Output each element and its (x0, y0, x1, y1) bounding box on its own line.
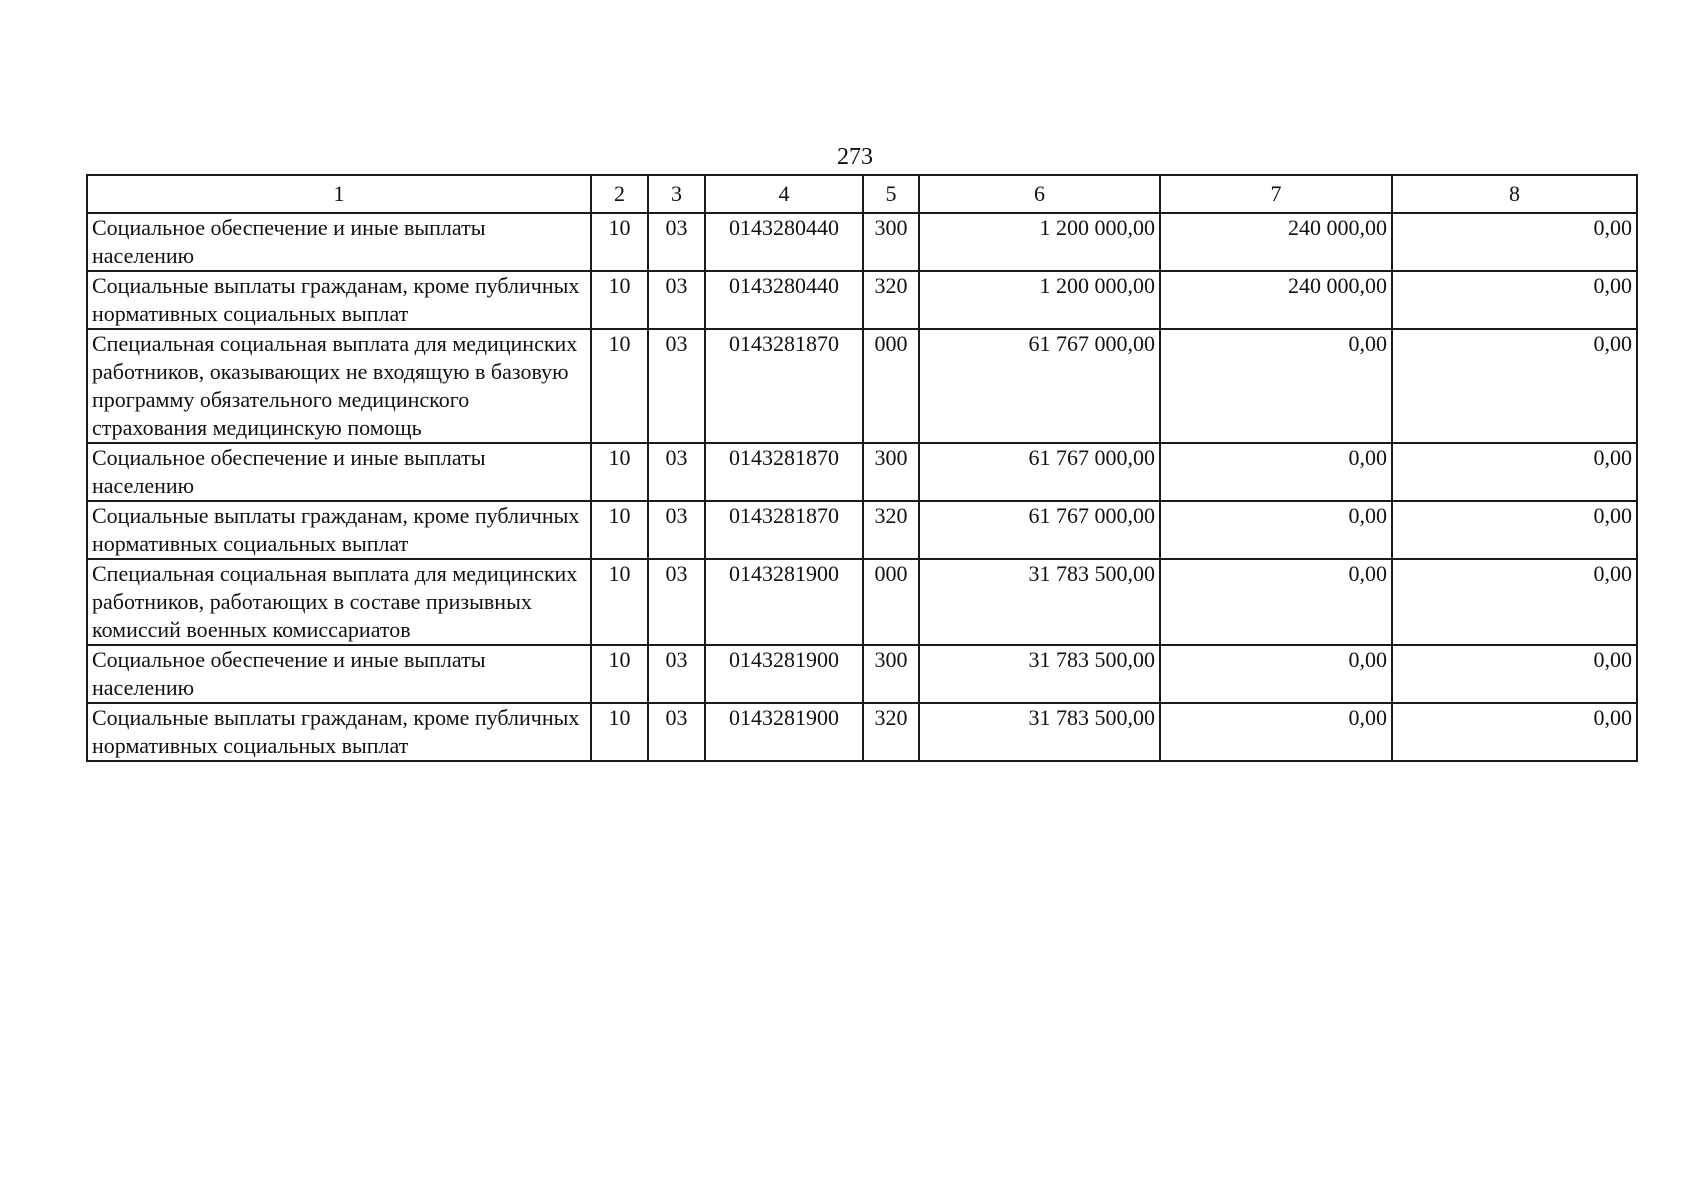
razdel-code: 10 (591, 559, 648, 645)
column-number: 7 (1160, 175, 1392, 213)
csr-code: 0143281870 (705, 329, 863, 443)
row-name: Специальная социальная выплата для медицинских работников, работающих в составе призывных комиссий военных комиссариатов (87, 559, 591, 645)
amount-col7: 240 000,00 (1160, 271, 1392, 329)
column-number-row (87, 175, 1637, 213)
column-number: 3 (648, 175, 705, 213)
amount-col8: 0,00 (1392, 271, 1637, 329)
razdel-code: 10 (591, 329, 648, 443)
amount-col7: 0,00 (1160, 501, 1392, 559)
vr-code: 320 (863, 501, 919, 559)
table-row (87, 443, 1637, 501)
csr-code: 0143280440 (705, 271, 863, 329)
amount-col8: 0,00 (1392, 559, 1637, 645)
podrazdel-code: 03 (648, 703, 705, 761)
csr-code: 0143281900 (705, 703, 863, 761)
column-number: 6 (919, 175, 1160, 213)
amount-col7: 0,00 (1160, 559, 1392, 645)
amount-col6: 61 767 000,00 (919, 443, 1160, 501)
amount-col8: 0,00 (1392, 501, 1637, 559)
amount-col8: 0,00 (1392, 213, 1637, 271)
amount-col8: 0,00 (1392, 703, 1637, 761)
page-number: 273 (837, 144, 873, 170)
amount-col7: 0,00 (1160, 645, 1392, 703)
podrazdel-code: 03 (648, 443, 705, 501)
csr-code: 0143280440 (705, 213, 863, 271)
table-row (87, 645, 1637, 703)
table-row (87, 213, 1637, 271)
row-name: Социальное обеспечение и иные выплаты населению (87, 645, 591, 703)
row-name: Социальные выплаты гражданам, кроме публичных нормативных социальных выплат (87, 271, 591, 329)
razdel-code: 10 (591, 501, 648, 559)
podrazdel-code: 03 (648, 645, 705, 703)
csr-code: 0143281900 (705, 559, 863, 645)
amount-col7: 0,00 (1160, 703, 1392, 761)
razdel-code: 10 (591, 645, 648, 703)
row-name: Специальная социальная выплата для медицинских работников, оказывающих не входящую в базовую программу обязательного медицинского страхования медицинскую помощь (87, 329, 591, 443)
row-name: Социальное обеспечение и иные выплаты населению (87, 213, 591, 271)
vr-code: 320 (863, 703, 919, 761)
vr-code: 320 (863, 271, 919, 329)
razdel-code: 10 (591, 703, 648, 761)
amount-col8: 0,00 (1392, 645, 1637, 703)
row-name: Социальное обеспечение и иные выплаты населению (87, 443, 591, 501)
podrazdel-code: 03 (648, 501, 705, 559)
csr-code: 0143281870 (705, 501, 863, 559)
vr-code: 300 (863, 443, 919, 501)
vr-code: 000 (863, 329, 919, 443)
table-row (87, 559, 1637, 645)
amount-col7: 240 000,00 (1160, 213, 1392, 271)
amount-col6: 61 767 000,00 (919, 329, 1160, 443)
row-name: Социальные выплаты гражданам, кроме публичных нормативных социальных выплат (87, 501, 591, 559)
amount-col6: 31 783 500,00 (919, 703, 1160, 761)
column-number: 1 (87, 175, 591, 213)
amount-col6: 31 783 500,00 (919, 559, 1160, 645)
vr-code: 300 (863, 645, 919, 703)
amount-col7: 0,00 (1160, 329, 1392, 443)
column-number: 2 (591, 175, 648, 213)
amount-col7: 0,00 (1160, 443, 1392, 501)
razdel-code: 10 (591, 213, 648, 271)
razdel-code: 10 (591, 443, 648, 501)
column-number: 4 (705, 175, 863, 213)
column-number: 5 (863, 175, 919, 213)
podrazdel-code: 03 (648, 559, 705, 645)
amount-col6: 31 783 500,00 (919, 645, 1160, 703)
table-row (87, 501, 1637, 559)
csr-code: 0143281900 (705, 645, 863, 703)
podrazdel-code: 03 (648, 329, 705, 443)
budget-table (86, 174, 1638, 762)
table-row (87, 329, 1637, 443)
csr-code: 0143281870 (705, 443, 863, 501)
amount-col6: 1 200 000,00 (919, 213, 1160, 271)
vr-code: 000 (863, 559, 919, 645)
amount-col8: 0,00 (1392, 329, 1637, 443)
column-number: 8 (1392, 175, 1637, 213)
vr-code: 300 (863, 213, 919, 271)
row-name: Социальные выплаты гражданам, кроме публичных нормативных социальных выплат (87, 703, 591, 761)
podrazdel-code: 03 (648, 271, 705, 329)
amount-col6: 1 200 000,00 (919, 271, 1160, 329)
podrazdel-code: 03 (648, 213, 705, 271)
table-row (87, 703, 1637, 761)
table-row (87, 271, 1637, 329)
amount-col8: 0,00 (1392, 443, 1637, 501)
razdel-code: 10 (591, 271, 648, 329)
amount-col6: 61 767 000,00 (919, 501, 1160, 559)
